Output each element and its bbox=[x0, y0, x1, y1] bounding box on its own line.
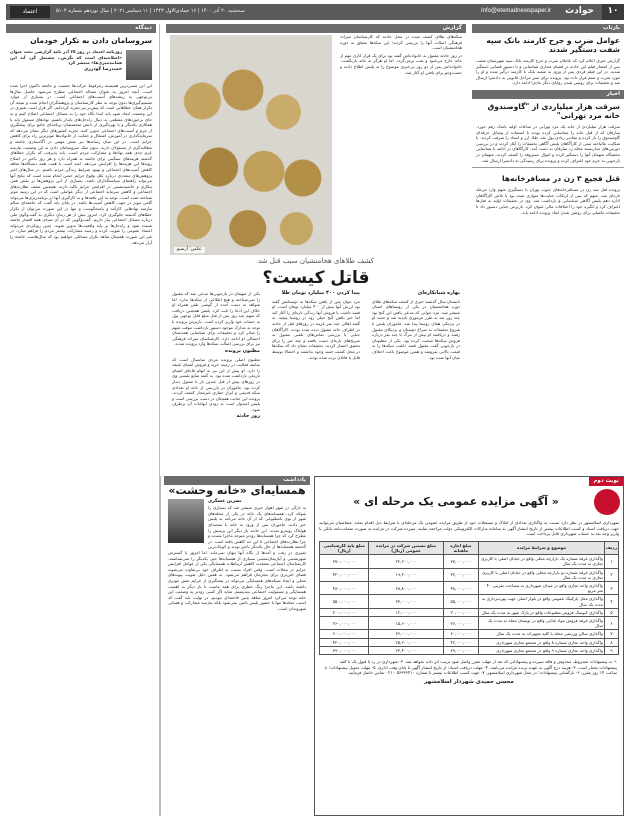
table-cell: واگذاری واحد تجاری شماره ۸ واقع در مجتمع تجاری شهرداری bbox=[479, 638, 605, 646]
news-column bbox=[472, 24, 624, 472]
table-cell: ۲۶,۰۰۰,۰۰۰ bbox=[443, 617, 479, 630]
article-text: سرقت هزار میلیاردی از خانه یک مرد تهرانی در ساعات اولیه بامداد رقم خورد. سارقان که از قبل خانه را شناسایی کرده بودند با استفاده از وسایل حرفه‌ای گاوصندوق را باز کرده و مقادیر زیادی پول نقد، طلا، ارز و اسناد را سرقت کردند. با شکایت مالباخته تیمی از کارآگاهان پلیس آگاهی تحقیقات را آغاز کردند و در بررسی دوربین‌های مداربسته محله رد سارقان به دست آمد. کارآگاهان در ادامه با شناسایی مخفیگاه متهمان آنها را دستگیر کرده و اموال مسروقه را کشف کردند. متهمان در بازجویی به جرم خود اعتراف کرده و پرونده برای رسیدگی به دادسرا ارسال شد. bbox=[476, 123, 620, 163]
table-cell: واگذاری واحد تجاری شماره ۹ واقع در مجتمع تجاری شهرداری bbox=[479, 646, 605, 654]
table-header-cell: مبلغ تضمین شرکت در مزایده عمومی (ریال) bbox=[369, 541, 443, 554]
article-text: به تازگی در شهر اهواز خبری منتشر شد که بسیاری را شوکه کرد. همسایه‌های یک خانه در یکی از محله‌های شهر از بوی نامطبوعی که از آن خانه می‌آمد به پلیس خبر دادند. ماموران پس از ورود به خانه با صحنه‌ای هولناک روبه‌رو شدند. این حادثه بار دیگر این پرسش را مطرح کرد که چرا همسایه‌ها زودتر متوجه ماجرا نشدند و چرا نظارت‌های اجتماعی تا این حد کاهش یافته است. در گذشته همسایه‌ها از حال یکدیگر باخبر بودند و کوچک‌ترین تغییری در رفت و آمدها از نگاه آنها پنهان نمی‌ماند. اما امروز با گسترش شهرنشینی و آپارتمان‌نشینی بسیاری از همسایه‌ها حتی یکدیگر را نمی‌شناسند. کارشناسان اجتماعی معتقدند کاهش ارتباطات همسایگی یکی از عوامل افزایش جرایم در محلات است. وقتی افراد نسبت به اطراف خود بی‌تفاوت می‌شوند فضای امن‌تری برای مجرمان فراهم می‌شود. به همین دلیل تقویت پیوندهای محلی و ایجاد شبکه‌های همسایگی می‌تواند در پیشگیری از جرایم نقش موثری داشته باشد. این ماجرا زنگ خطری برای همه ماست تا بار دیگر به اهمیت همسایگی و مسئولیت اجتماعی بیندیشیم. شاید اگر کسی زودتر به وضعیت این خانه توجه می‌کرد امروز شاهد چنین فاجعه‌ای نبودیم. در نهایت باید گفت که امنیت محله‌ها تنها با حضور پلیس تامین نمی‌شود بلکه نیازمند مشارکت و همدلی شهروندان است. bbox=[168, 505, 306, 611]
table-cell: ۶۰,۰۰۰,۰۰۰ bbox=[443, 630, 479, 638]
table-cell: ۴۲,۰۰۰,۰۰۰ bbox=[443, 638, 479, 646]
table-header-cell: مبلغ پایه کارشناسی (ریال) bbox=[320, 541, 369, 554]
table-cell: ۳۲۰,۰۰۰,۰۰۰ bbox=[320, 568, 369, 581]
opinion-column bbox=[6, 24, 160, 816]
table-cell: ۳ bbox=[604, 582, 618, 595]
table-cell: واگذاری غرفه شماره دو بازارچه محلی واقع در خیابان اصلی با کاربری تجاری به مدت یک سال bbox=[479, 568, 605, 581]
table-cell: ۲۰,۰۰۰,۰۰۰ bbox=[443, 608, 479, 616]
house-column bbox=[160, 476, 310, 816]
table-cell: ۹ bbox=[604, 646, 618, 654]
table-row bbox=[320, 555, 619, 568]
tender-notes: ۱- به پیشنهادات مشروط، مخدوش و فاقد سپرده و پیشنهاداتی که بعد از مهلت مقرر واصل شود ترتیب اثر داده نخواهد شد. ۲- شهرداری در رد یا قبول یک یا کلیه پیشنهادات مختار است. ۳- هزینه درج آگهی به عهده برنده مزایده می‌باشد. ۴- مهلت دریافت اسناد: از تاریخ انتشار آگهی تا پایان وقت اداری. ۵- مهلت تحویل پیشنهادات: تا ساعت ۱۴ روز مقرر. ۶- بازگشایی پیشنهادات: در محل شهرداری اسلامشهر. ۷- جهت کسب اطلاعات بیشتر با شماره ۵۶۳۳۶۴۱۰ - ۰۲۱ تماس حاصل فرمایید. bbox=[324, 659, 617, 676]
section-bar: گزارش bbox=[166, 24, 466, 33]
tender-title: « آگهی مزایده عمومی یک مرحله ای » bbox=[353, 495, 559, 509]
table-cell: واگذاری غرفه فروش مواد غذایی واقع در بوستان محله به مدت یک سال bbox=[479, 617, 605, 630]
table-cell: ۴۲۰,۰۰۰,۰۰۰ bbox=[320, 638, 369, 646]
author-name: حمیدرضا گودرزی bbox=[84, 66, 122, 72]
author-name: نسرین عسگری bbox=[208, 498, 242, 504]
tender-table bbox=[319, 541, 619, 655]
table-cell: ۱۹,۲۰۰,۰۰۰ bbox=[369, 568, 443, 581]
table-cell: ۱۵,۶۰۰,۰۰۰ bbox=[369, 617, 443, 630]
table-cell: واگذاری واحد تجاری واقع در میدان شهرداری به مساحت تقریبی ۴۰ متر مربع bbox=[479, 582, 605, 595]
table-cell: ۳۹۰,۰۰۰,۰۰۰ bbox=[320, 646, 369, 654]
table-row bbox=[320, 595, 619, 608]
headline-bank-assault[interactable]: عوامل ضرب و جرح کارمند بانک سپه شفت دستگیر شدند bbox=[486, 36, 620, 54]
table-cell: ۵۵,۰۰۰,۰۰۰ bbox=[443, 595, 479, 608]
table-cell: ۶۰۰,۰۰۰,۰۰۰ bbox=[320, 630, 369, 638]
table-row bbox=[320, 568, 619, 581]
subheading: پیدا کردن ۴۰۰ میلیارد تومان طلا bbox=[281, 290, 360, 296]
subheading: روز حادثه bbox=[236, 413, 260, 420]
table-cell: ۲ bbox=[604, 568, 618, 581]
tender-advertisement bbox=[314, 476, 624, 816]
tender-intro: شهرداری اسلامشهر در نظر دارد نسبت به واگذاری تعدادی از املاک و مستغلات خود از طریق مزایده عمومی یک مرحله‌ای با شرایط ذیل اقدام نماید. متقاضیان می‌توانند جهت دریافت اسناد و کسب اطلاعات بیشتر از تاریخ انتشار آگهی به سامانه تدارکات الکترونیکی دولت مراجعه نمایند. سپرده شرکت در مزایده به صورت ضمانت‌نامه بانکی یا واریز وجه نقد به حساب شهرداری قابل پرداخت است. bbox=[319, 520, 619, 537]
table-row bbox=[320, 638, 619, 646]
table-header-cell: ردیف bbox=[604, 541, 618, 554]
table-cell: ۱۲,۰۰۰,۰۰۰ bbox=[369, 608, 443, 616]
table-cell: ۲۶۰,۰۰۰,۰۰۰ bbox=[320, 617, 369, 630]
table-cell: ۴۸۰,۰۰۰,۰۰۰ bbox=[320, 582, 369, 595]
table-cell: ۲۲,۲۰۰,۰۰۰ bbox=[369, 555, 443, 568]
table-cell: ۵۵۰,۰۰۰,۰۰۰ bbox=[320, 595, 369, 608]
article-text: در روز حادثه مقتول به خانواده‌اش گفته بود برای یک قرار کاری مهم از خانه خارج می‌شود و شب برمی‌گردد. اما او هرگز به خانه بازنگشت. خانواده‌اش پس از دو روز بی‌خبری موضوع را به پلیس اطلاع دادند و جست‌وجو برای یافتن او آغاز شد. bbox=[340, 52, 462, 75]
bottom-section bbox=[160, 476, 624, 816]
newspaper-logo: اعتماد bbox=[10, 6, 50, 18]
table-cell: واگذاری محل پارکینگ عمومی واقع در بلوار اصلی جهت بهره‌برداری به مدت یک سال bbox=[479, 595, 605, 608]
table-header-cell: مبلغ اجاره ماهیانه bbox=[443, 541, 479, 554]
table-row bbox=[320, 617, 619, 630]
table-cell: واگذاری سالن ورزشی محله با کلیه تجهیزات به مدت یک سال bbox=[479, 630, 605, 638]
table-cell: ۳۷۰,۰۰۰,۰۰۰ bbox=[320, 555, 369, 568]
page-header bbox=[6, 4, 624, 20]
headline-motel-murders[interactable]: قتل فجیع ۳ زن در مسافرخانه‌ها bbox=[502, 174, 620, 184]
photo-caption-text: سکه‌های طلای کشف شده در محل حادثه که کارشناسان میراث فرهنگی اصالت آنها را بررسی کردند؛ این سکه‌ها متعلق به دوره هخامنشیان است. bbox=[340, 34, 462, 51]
table-cell: ۶ bbox=[604, 617, 618, 630]
table-cell: ۵ bbox=[604, 608, 618, 616]
date-line: سه‌شنبه ۲۰ آذر ۱۴۰۰ | ۱۶ جمادی‌الاول ۱۴۴۳ | ۱۱ دسامبر ۲۰۲۱ | سال نوزدهم شماره ۵۱۰۴ bbox=[56, 8, 245, 15]
section-title: حوادث bbox=[565, 6, 594, 17]
table-row bbox=[320, 608, 619, 616]
headline-safe-theft[interactable]: سرقت هزار میلیاردی از "گاوصندوق خانه مرد تهرانی" bbox=[487, 101, 620, 120]
subheading: مظنون پرونده bbox=[225, 347, 260, 354]
table-cell: ۳۷,۰۰۰,۰۰۰ bbox=[443, 555, 479, 568]
article-text: مرد جوان پس از یافتن سکه‌ها به دوستانش گفته بود ارزش آنها بیش از ۴۰۰ میلیارد تومان است. او قصد داشت با فروش آنها زندگی تازه‌ای را آغاز کند اما خبر یافتن گنج خیلی زود در روستا پیچید. به گفته اهالی چند نفر غریبه در روزهای قبل از حادثه در اطراف خانه مقتول دیده شده بودند. کارآگاهان جنایی با بررسی تماس‌های تلفنی مقتول به سرنخ‌های تازه‌ای دست یافتند و چند نفر را برای تحقیق احضار کردند. تحقیقات نشان داد که سکه‌ها در محل کشف جسد وجود نداشتند و احتمالا توسط قاتل یا قاتلان برده شده بودند. bbox=[272, 298, 360, 360]
table-cell: ۷ bbox=[604, 630, 618, 638]
report-subtitle: کشف طلاهای هخامنشیان سبب قتل شد bbox=[258, 257, 374, 265]
report-title[interactable]: قاتل کیست؟ bbox=[262, 268, 370, 288]
article-text: تابستان سال گذشته خبری از کشف سکه‌های طلای دوره هخامنشیان در یکی از روستاهای استان منتشر شد. مرد جوانی که مدعی یافتن این گنج بود چند روز بعد به طرز مرموزی ناپدید شد و جسد او در نزدیکی همان روستا پیدا شد. ماموران پلیس با شروع تحقیقات به سراغ دوستان و نزدیکان مقتول رفتند و دریافتند او پیش از مرگ با چند نفر درباره فروش سکه‌ها صحبت کرده بود. یکی از مظنونان در بازجویی گفت مقتول قصد داشت سکه‌ها را به قیمت بالایی بفروشد و همین موضوع باعث اختلاف میان آنها شده بود. bbox=[372, 298, 460, 360]
gold-coins-photo bbox=[170, 35, 332, 255]
municipality-emblem-icon bbox=[594, 489, 620, 515]
page-number: ۱۰ bbox=[602, 4, 624, 20]
article-text: یکی از متهمان در بازجویی‌ها مدعی شد که مقتول را نمی‌شناخته و هیچ اطلاعی از سکه‌ها ندارد. اما شواهد به دست آمده از گوشی تلفن همراه او خلاف این ادعا را ثابت کرد. پلیس همچنین دریافت که متهم چند روز پس از قتل مبلغ قابل توجهی پول به حساب خود واریز کرده است. بازپرس پرونده با توجه به مدارک موجود دستور بازداشت موقت متهم را صادر کرد و تحقیقات برای شناسایی همدستان احتمالی او ادامه دارد. کارشناسان میراث فرهنگی نیز برای بررسی اصالت سکه‌ها وارد پرونده شدند. bbox=[172, 291, 260, 347]
author-photo bbox=[168, 499, 204, 543]
article-text: این این مسی‌ترین همبسته زمرقوط حرکت‌ها جمعیت و جامعه تاکنون اجرا شده است. آنچه امروز به عنوان مساله اجتماعی مطرح می‌شود حاصل سال‌ها بی‌توجهی به ریشه‌های آسیب‌های اجتماعی است. در بسیاری از موارد تصمیم‌گیری‌ها بدون توجه به نظر کارشناسان و پژوهشگران انجام شده و نتیجه آن تکرار همان خطاهایی است که پیش‌تر نیز تجربه کرده‌ایم. اگر قرار است تغییری در این وضعیت ایجاد شود باید ابتدا نگاه خود را به مسائل اجتماعی اصلاح کنیم و به جای برخوردهای مقطعی به دنبال راه‌حل‌های پایدار باشیم. نهادهای مسئول باید با همکاری یکدیگر و با بهره‌گیری از دانش متخصصان برنامه‌ای جامع برای پیشگیری از جرم و آسیب‌های اجتماعی تدوین کنند. تجربه کشورهای دیگر نشان می‌دهد که سرمایه‌گذاری در آموزش، اشتغال و حمایت از خانواده‌ها موثرترین راه برای کاهش جرایم است. در این میان رسانه‌ها نیز نقش مهمی در آگاه‌سازی جامعه و مطالبه‌گری از مسئولان دارند. بدون شک سروسامان دادن به این وضعیت نیازمند عزم جدی همه نهادها و مشارکت مردم است. باید پذیرفت که تکرار خطاهای گذشته هزینه‌های سنگینی برای جامعه به همراه دارد و هر روز تاخیر در اصلاح رویه‌ها این هزینه‌ها را افزایش می‌دهد. امید است با همت همه دستگاه‌ها شاهد کاهش آسیب‌های اجتماعی و بهبود شرایط زندگی مردم باشیم. در سال‌های اخیر پژوهش‌های متعددی درباره علل وقوع جرایم خشن انجام شده است که نتایج آنها می‌تواند راهنمای سیاستگذاران باشد. بسیاری از این پژوهش‌ها بر نقش فقر، بیکاری و حاشیه‌نشینی در افزایش جرایم تاکید دارند. همچنین ضعف نظارت‌های اجتماعی و کاهش سرمایه اجتماعی از دیگر عواملی است که در این زمینه موثر شناخته شده است. توجه به این یافته‌ها و به کارگیری آنها در برنامه‌ریزی‌ها می‌تواند گامی موثر در جهت کاهش آسیب‌ها باشد. در پایان باید گفت که جامعه‌ای سالم نیازمند نهادهایی کارآمد و پاسخگوست و تنها در این صورت می‌توان از تکرار خطاهای گذشته جلوگیری کرد. امروز بیش از هر زمان دیگری به گفت‌وگوی ملی درباره مسائل اجتماعی نیاز داریم. گفت‌وگویی که در آن صدای همه اقشار جامعه شنیده شود و راه‌حل‌ها بر پایه واقعیت‌ها تدوین شوند. چنین رویکردی می‌تواند اعتماد عمومی را تقویت کرده و زمینه مشارکت بیشتر مردم را فراهم سازد. در غیر این صورت همچنان شاهد تکرار مسائلی خواهیم بود که سال‌هاست جامعه را آزار می‌دهد. bbox=[10, 83, 152, 245]
article-text: پرونده قتل سه زن در مسافرخانه‌های جنوب تهران با دستگیری متهم وارد مرحله تازه‌ای شد. متهم که پس از ارتکاب جنایت‌ها متواری شده بود با تلاش کارآگاهان اداره دهم پلیس آگاهی شناسایی و بازداشت شد. وی در تحقیقات اولیه به قتل‌ها اعتراف کرد و انگیزه خود را اختلافات مالی عنوان کرد. بازپرس جنایی دستور داد تا تحقیقات تکمیلی برای روشن شدن ابعاد پرونده ادامه یابد. bbox=[476, 187, 620, 215]
table-cell: ۲۳,۴۰۰,۰۰۰ bbox=[369, 646, 443, 654]
divider bbox=[472, 167, 624, 168]
email-link[interactable]: Info@etemadnewspaper.ir bbox=[480, 8, 552, 15]
report-body bbox=[166, 290, 466, 421]
table-cell: واگذاری کیوسک فروش مطبوعات واقع در پارک شهر به مدت یک سال bbox=[479, 608, 605, 616]
table-cell: ۲۵,۲۰۰,۰۰۰ bbox=[369, 638, 443, 646]
table-cell: ۱ bbox=[604, 555, 618, 568]
table-row bbox=[320, 630, 619, 638]
tender-header bbox=[315, 486, 623, 518]
opinion-headline[interactable]: سروسامان دادن به تکرار خودمان bbox=[30, 36, 152, 45]
table-cell: ۳۹,۰۰۰,۰۰۰ bbox=[443, 646, 479, 654]
table-row bbox=[320, 582, 619, 595]
section-bar: دیدگاه bbox=[6, 24, 156, 33]
table-cell: ۸ bbox=[604, 638, 618, 646]
article-text: مظنون اصلی پرونده مردی میانسال است که سابقه فعالیت در زمینه خرید و فروش اشیای عتیقه را دارد. او پیش از این نیز به اتهام قاچاق اشیای تاریخی بازداشت شده بود. به گفته منابع پلیسی وی در روزهای پیش از قتل چندین بار با مقتول دیدار کرده بود. ماموران در بازرسی از خانه او تعدادی سکه قدیمی و ابزار حفاری غیرمجاز کشف کردند. پرونده این جنایت همچنان در دست بررسی است و پلیس امیدوار است به زودی ابهامات آن برطرف شود. bbox=[172, 356, 260, 412]
byline: بهاره شبانکاره‌ای bbox=[417, 290, 460, 296]
section-bar: یادداشت bbox=[164, 476, 310, 485]
section-bar-news: اخبار bbox=[472, 90, 624, 99]
tender-signature: محسن حمیدی شهردار اسلامشهر bbox=[424, 678, 514, 685]
table-cell: ۲۸,۸۰۰,۰۰۰ bbox=[369, 582, 443, 595]
photo-credit: عکس: آرشیو bbox=[174, 247, 205, 253]
table-cell: ۴۸,۰۰۰,۰۰۰ bbox=[443, 582, 479, 595]
article-text: گزارش خبری اعلام کرد که عاملان ضرب و جرح کارمند بانک سپه شهرستان شفت پس از انتشار فیلم این حادثه در فضای مجازی شناسایی و با دستور قضایی دستگیر شدند. در این فیلم فردی پس از ورود به شعبه بانک با کارمند درگیر شده و او را مورد ضرب و شتم قرار داده بود. پرونده برای سیر مراحل قانونی به دادسرا ارسال شد و تحقیقات برای روشن شدن زوایای دیگر ماجرا ادامه دارد. bbox=[476, 58, 620, 86]
table-row bbox=[320, 646, 619, 654]
table-cell: ۴ bbox=[604, 595, 618, 608]
feature-report bbox=[166, 24, 466, 472]
table-cell: واگذاری غرفه شماره یک بازارچه محلی واقع در خیابان اصلی با کاربری تجاری به مدت یک سال bbox=[479, 555, 605, 568]
tender-label: نوبت دوم bbox=[589, 477, 623, 486]
house-headline[interactable]: همسایه‌ای «خانه وحشت» bbox=[168, 484, 306, 497]
author-caption: روزنامه اعتماد در روز ۲۵ آذر نامه گزارشی تحت عنوان «اصلاحیه‌ای است که نگرش.. مشتمل گرد آند این همانندمیری‌ها» منتشر کرد bbox=[10, 49, 122, 66]
table-cell: ۲۰۰,۰۰۰,۰۰۰ bbox=[320, 608, 369, 616]
table-cell: ۳۶,۰۰۰,۰۰۰ bbox=[369, 630, 443, 638]
table-cell: ۳۳,۰۰۰,۰۰۰ bbox=[369, 595, 443, 608]
table-cell: ۳۲,۰۰۰,۰۰۰ bbox=[443, 568, 479, 581]
table-header-cell: موضوع و شرایط مزایده bbox=[479, 541, 605, 554]
author-avatar bbox=[126, 50, 152, 80]
section-bar: بازتاب bbox=[472, 24, 624, 33]
